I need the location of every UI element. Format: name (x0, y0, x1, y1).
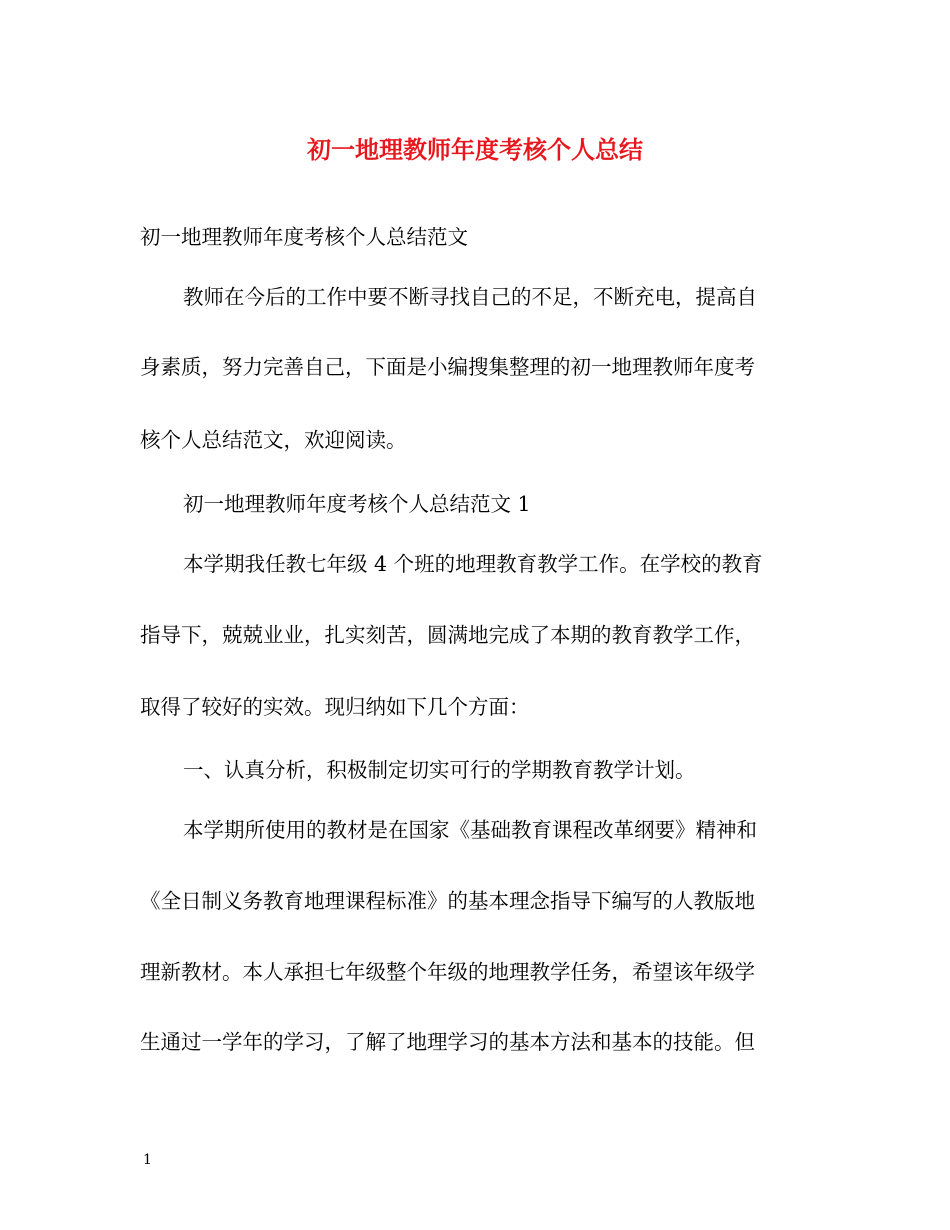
paragraph-line: 《全日制义务教育地理课程标准》的基本理念指导下编写的人教版地 (140, 889, 755, 913)
section-heading-line: 一、认真分析，积极制定切实可行的学期教育教学计划。 (183, 758, 696, 782)
paragraph-line: 核个人总结范文，欢迎阅读。 (140, 428, 407, 452)
paragraph-line: 生通过一学年的学习，了解了地理学习的基本方法和基本的技能。但 (140, 1030, 755, 1054)
paragraph-line: 身素质，努力完善自己，下面是小编搜集整理的初一地理教师年度考 (140, 355, 755, 379)
subtitle-line: 初一地理教师年度考核个人总结范文 (140, 225, 468, 249)
paragraph-line: 本学期所使用的教材是在国家《基础教育课程改革纲要》精神和 (183, 818, 757, 842)
section-heading-line: 初一地理教师年度考核个人总结范文 1 (183, 492, 531, 516)
paragraph-line: 本学期我任教七年级 4 个班的地理教育教学工作。在学校的教育 (183, 552, 763, 576)
paragraph-line: 教师在今后的工作中要不断寻找自己的不足，不断充电，提高自 (183, 285, 757, 309)
page-number: 1 (143, 1152, 152, 1168)
paragraph-line: 取得了较好的实效。现归纳如下几个方面： (140, 695, 530, 719)
paragraph-line: 理新教材。本人承担七年级整个年级的地理教学任务，希望该年级学 (140, 960, 755, 984)
paragraph-line: 指导下，兢兢业业，扎实刻苦，圆满地完成了本期的教育教学工作， (140, 623, 755, 647)
document-title: 初一地理教师年度考核个人总结 (307, 135, 643, 164)
